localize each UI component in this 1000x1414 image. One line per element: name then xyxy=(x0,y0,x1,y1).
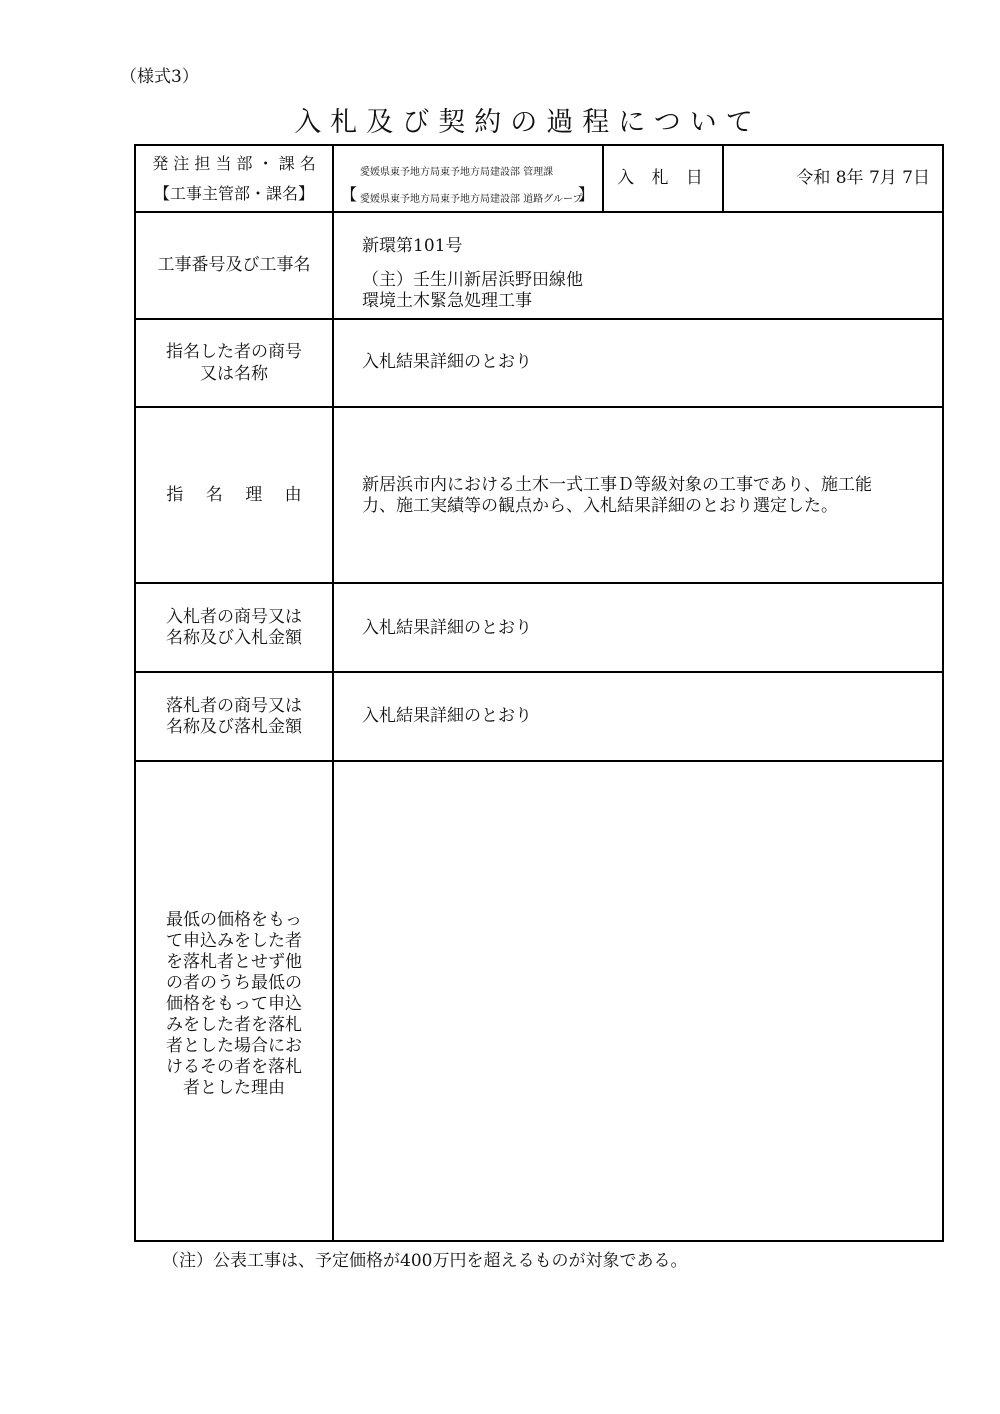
project-name-line1: （主）壬生川新居浜野田線他 xyxy=(362,270,583,290)
project-number: 新環第101号 xyxy=(362,236,463,256)
reason-value-line1: 新居浜市内における土木一式工事Ｄ等級対象の工事であり、施工能 xyxy=(362,475,872,495)
lowest-reason-label-line: を落札者とせず他 xyxy=(166,952,302,972)
bidders-value: 入札結果詳細のとおり xyxy=(362,618,532,638)
table-border-right xyxy=(942,144,944,1242)
reason-value-line2: 力、施工実績等の観点から、入札結果詳細のとおり選定した。 xyxy=(362,496,838,516)
lowest-reason-label-line: 者とした場合にお xyxy=(166,1036,302,1056)
reason-label: 指 名 理 由 xyxy=(166,484,302,505)
row-divider xyxy=(134,582,944,584)
bid-date-label: 入 札 日 xyxy=(617,168,709,188)
dept-value-line1: 愛媛県東予地方局東予地方局建設部 管理課 xyxy=(360,167,554,178)
designated-label-line1: 指名した者の商号 xyxy=(166,342,302,362)
lowest-reason-label-line: て申込みをした者 xyxy=(166,931,302,951)
winner-label-line2: 名称及び落札金額 xyxy=(166,717,302,737)
bidders-label-line1: 入札者の商号又は xyxy=(166,607,302,627)
lowest-reason-label-line: 最低の価格をもっ xyxy=(166,910,302,930)
lowest-reason-label-line: みをした者を落札 xyxy=(166,1015,302,1035)
row-divider xyxy=(134,671,944,673)
row-divider xyxy=(134,760,944,762)
column-divider xyxy=(332,144,334,1242)
table-border-bottom xyxy=(134,1240,944,1242)
lowest-reason-label-line: 価格をもって申込 xyxy=(166,994,302,1014)
lowest-reason-label xyxy=(136,910,332,1099)
lowest-reason-label-line: けるその者を落札 xyxy=(166,1057,302,1077)
form-number: （様式3） xyxy=(120,67,199,87)
dept-label-line1: 発 注 担 当 部 ・ 課 名 xyxy=(152,154,316,173)
dept-value-line2: 愛媛県東予地方局東予地方局建設部 道路グループ xyxy=(360,194,583,205)
lowest-reason-label-line: の者のうち最低の xyxy=(166,973,302,993)
designated-value: 入札結果詳細のとおり xyxy=(362,352,532,372)
winner-label-line1: 落札者の商号又は xyxy=(166,696,302,716)
bracket-open: 【 xyxy=(341,185,358,204)
bidders-label-line2: 名称及び入札金額 xyxy=(166,628,302,648)
dept-label-line2: 【工事主管部・課名】 xyxy=(153,184,314,203)
bid-date-value: 令和 8年 7月 7日 xyxy=(796,168,930,188)
winner-value: 入札結果詳細のとおり xyxy=(362,706,532,726)
row-divider xyxy=(134,318,944,320)
project-label: 工事番号及び工事名 xyxy=(157,255,311,275)
bracket-close: 】 xyxy=(578,185,595,204)
footnote: （注）公表工事は、予定価格が400万円を超えるものが対象である。 xyxy=(162,1251,688,1271)
designated-label-line2: 又は名称 xyxy=(200,364,268,384)
page-title: 入札及び契約の過程について xyxy=(294,107,762,138)
project-name-line2: 環境土木緊急処理工事 xyxy=(362,291,532,311)
lowest-reason-label-line: 者とした理由 xyxy=(183,1078,285,1098)
